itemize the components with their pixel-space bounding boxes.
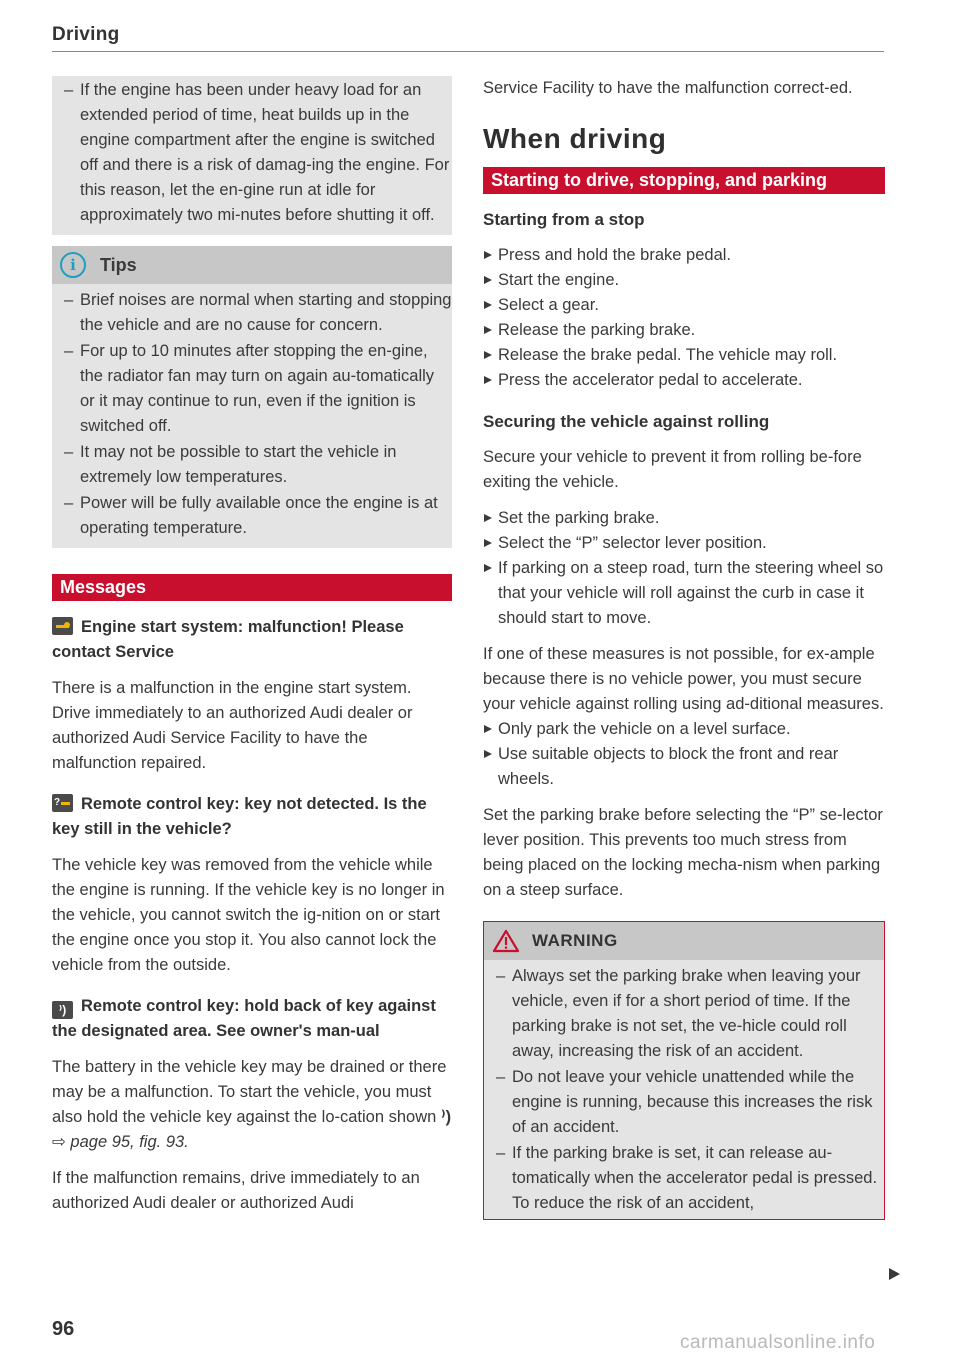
step-item: Release the parking brake. [483, 318, 885, 343]
step-item: Select a gear. [483, 293, 885, 318]
note-item: – If the engine has been under heavy load for an extended period of time, heat builds up in the engine compartment after the engine is switched off and there is a risk of damag-ing the engine. For this reason, let the en-gine run at idle for approximately two mi-nutes before shutting it off. [52, 78, 452, 228]
securing-additional-measures: If one of these measures is not possible, for ex-ample because there is no vehicle power, you must secure your vehicle against rolling using ad-ditional measures. [483, 645, 884, 713]
info-icon: i [60, 252, 86, 278]
step-item: Release the brake pedal. The vehicle may roll. [483, 343, 885, 368]
left-column [52, 76, 452, 1216]
message-text-key-not-detected: The vehicle key was removed from the vehicle while the engine is running. If the vehicle key is no longer in the vehicle, you cannot switch the ig-nition on or start the engine once you stop it. You also cannot lock the vehicle from the outside. [52, 856, 445, 974]
key-question-icon: ? [52, 794, 73, 812]
warning-item: – Always set the parking brake when leaving your vehicle, even if for a short period of time. If the parking brake is not set, the ve-hicle could roll away, increasing the risk of an accident. [484, 964, 884, 1064]
continued-arrow-icon [889, 1268, 900, 1280]
key-signal-inline-icon: ⁾) [440, 1108, 452, 1126]
watermark: carmanualsonline.info [680, 1332, 876, 1353]
continuation-text: Service Facility to have the malfunction correct-ed. [483, 79, 853, 97]
warning-header [484, 922, 884, 960]
warning-title: WARNING [532, 931, 618, 950]
tips-item: – For up to 10 minutes after stopping the en-gine, the radiator fan may turn on again au-tomatically or it may continue to run, even if the ignition is switched off. [52, 339, 452, 439]
message-text-engine-start: There is a malfunction in the engine start system. Drive immediately to an authorized Audi dealer or authorized Audi Service Facility to have the malfunction repaired. [52, 679, 413, 772]
heading-starting-from-stop: Starting from a stop [483, 210, 645, 229]
warning-item: – If the parking brake is set, it can release au-tomatically when the accelerator pedal is pressed. To reduce the risk of an accident, [484, 1141, 884, 1216]
securing-intro: Secure your vehicle to prevent it from rolling be-fore exiting the vehicle. [483, 448, 862, 491]
right-column [483, 76, 885, 1220]
tips-header [52, 246, 452, 284]
heading-securing-vehicle: Securing the vehicle against rolling [483, 412, 770, 431]
page-number: 96 [52, 1318, 75, 1340]
message-text-remains: If the malfunction remains, drive immediately to an authorized Audi dealer or authorized Audi [52, 1169, 420, 1212]
warning-item: – Do not leave your vehicle unattended while the engine is running, because this increases the risk of an accident. [484, 1065, 884, 1140]
running-header: Driving [52, 24, 120, 45]
note-box [52, 76, 452, 235]
tips-box [52, 246, 452, 548]
message-heading-hold-key: ⁾) Remote control key: hold back of key against the designated area. See owner's man-ual [52, 997, 436, 1040]
key-signal-icon: ⁾) [52, 1001, 73, 1019]
warning-box [483, 921, 885, 1220]
securing-steps-list-2 [483, 717, 885, 792]
tips-list [52, 288, 452, 541]
header-divider [52, 51, 884, 52]
warning-body [484, 960, 884, 1219]
page-reference-link[interactable]: ⇨ page 95, fig. 93. [52, 1133, 189, 1151]
key-warning-icon [52, 617, 73, 635]
messages-section-bar: Messages [52, 574, 452, 601]
tips-item: – It may not be possible to start the vehicle in extremely low temperatures. [52, 440, 452, 490]
tips-item: – Brief noises are normal when starting and stopping the vehicle and are no cause for concern. [52, 288, 452, 338]
subsection-bar: Starting to drive, stopping, and parking [483, 167, 885, 194]
parking-brake-note: Set the parking brake before selecting the “P” se-lector lever position. This prevents too much stress from being placed on the locking mecha-nism when parking on a steep surface. [483, 806, 883, 899]
warning-triangle-icon [492, 929, 520, 953]
step-item: Only park the vehicle on a level surface. [483, 717, 885, 742]
step-item: Start the engine. [483, 268, 885, 293]
message-heading-engine-start: Engine start system: malfunction! Please contact Service [52, 618, 404, 661]
note-list [52, 78, 452, 228]
message-text-hold-key: The battery in the vehicle key may be drained or there may be a malfunction. To start the vehicle, you must also hold the vehicle key against the lo-cation shown ⁾) ⇨ page 95, fig. 93. [52, 1058, 452, 1151]
securing-steps-list [483, 506, 885, 631]
step-item: If parking on a steep road, turn the steering wheel so that your vehicle will roll against the curb in case it should start to move. [483, 556, 885, 631]
tips-title: Tips [100, 254, 137, 275]
message-heading-key-not-detected: ? Remote control key: key not detected. Is the key still in the vehicle? [52, 795, 427, 838]
warning-list [484, 964, 884, 1216]
step-item: Set the parking brake. [483, 506, 885, 531]
start-steps-list [483, 243, 885, 393]
tips-item: – Power will be fully available once the engine is at operating temperature. [52, 491, 452, 541]
tips-body [52, 284, 452, 548]
step-item: Select the “P” selector lever position. [483, 531, 885, 556]
section-title: When driving [483, 123, 667, 154]
step-item: Use suitable objects to block the front and rear wheels. [483, 742, 885, 792]
step-item: Press the accelerator pedal to accelerate. [483, 368, 885, 393]
step-item: Press and hold the brake pedal. [483, 243, 885, 268]
